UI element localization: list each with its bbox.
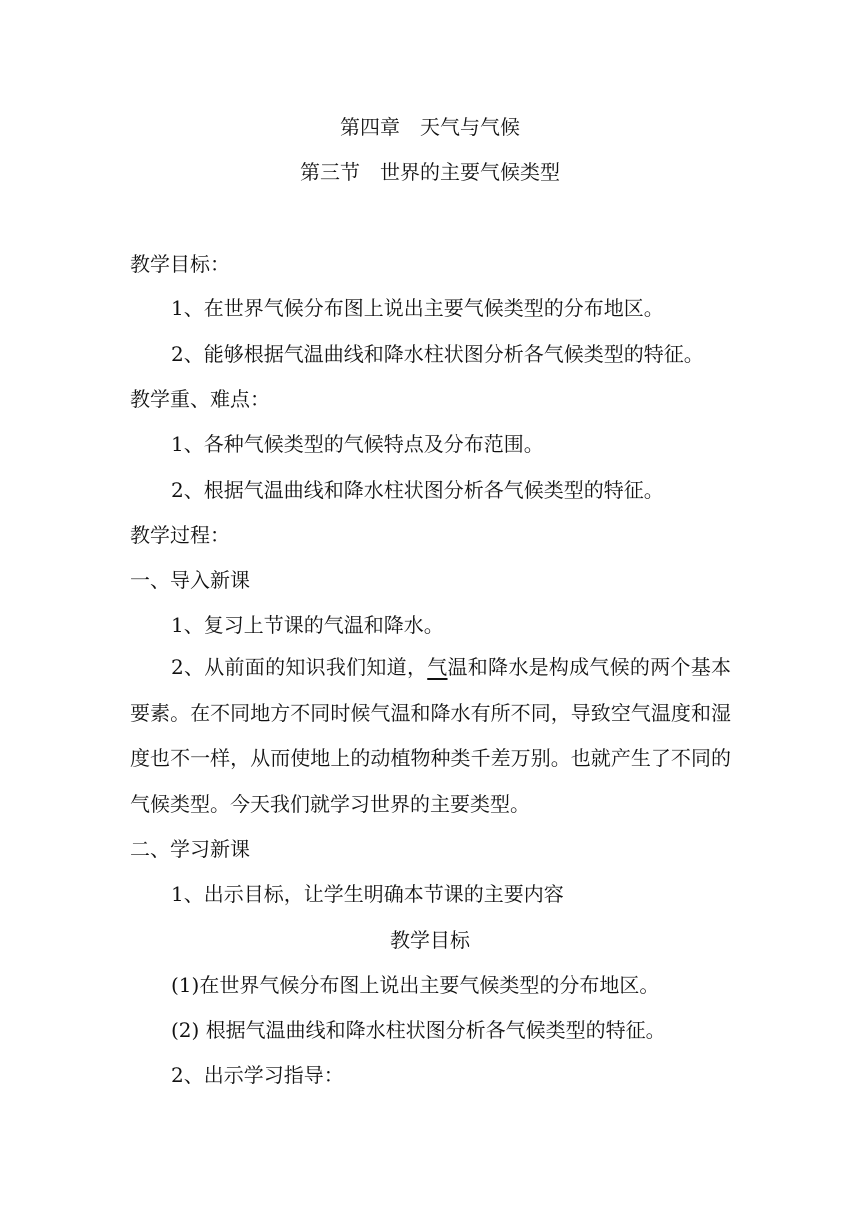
key-point-item: 2、根据气温曲线和降水柱状图分析各气候类型的特征。: [171, 478, 664, 502]
objectives-box-item: (1)在世界气候分布图上说出主要气候类型的分布地区。: [171, 973, 660, 997]
objectives-box-title: 教学目标: [390, 928, 470, 952]
chapter-title: 第四章 天气与气候: [340, 115, 520, 139]
part1-item-review: 1、复习上节课的气温和降水。: [171, 613, 444, 637]
objective-item: 2、能够根据气温曲线和降水柱状图分析各气候类型的特征。: [171, 342, 704, 366]
process-heading: 教学过程：: [130, 523, 230, 547]
part2-heading: 二、学习新课: [130, 837, 250, 861]
key-point-item: 1、各种气候类型的气候特点及分布范围。: [171, 432, 544, 456]
paragraph-text-start: 2、从前面的知识我们知道，: [171, 655, 428, 679]
part2-item-show-objectives: 1、出示目标，让学生明确本节课的主要内容: [171, 882, 564, 906]
part2-item-study-guide: 2、出示学习指导：: [171, 1063, 344, 1087]
key-points-heading: 教学重、难点：: [130, 387, 270, 411]
objectives-box-item: (2) 根据气温曲线和降水柱状图分析各气候类型的特征。: [171, 1018, 666, 1042]
objective-item: 1、在世界气候分布图上说出主要气候类型的分布地区。: [171, 296, 664, 320]
section-title: 第三节 世界的主要气候类型: [300, 160, 560, 184]
paragraph-text-rest: 温和降水是构成气候的两个基本要素。在不同地方不同时候气温和降水有所不同，导致空气温度和湿度也不一样，从而使地上的动植物种类千差万别。也就产生了不同的气候类型。今天我们就学习世界的主要类型。: [130, 655, 732, 817]
part1-heading: 一、导入新课: [130, 568, 250, 592]
part1-item-intro-paragraph: [130, 645, 731, 828]
objectives-heading: 教学目标：: [130, 252, 230, 276]
underlined-char: 气: [427, 655, 448, 679]
